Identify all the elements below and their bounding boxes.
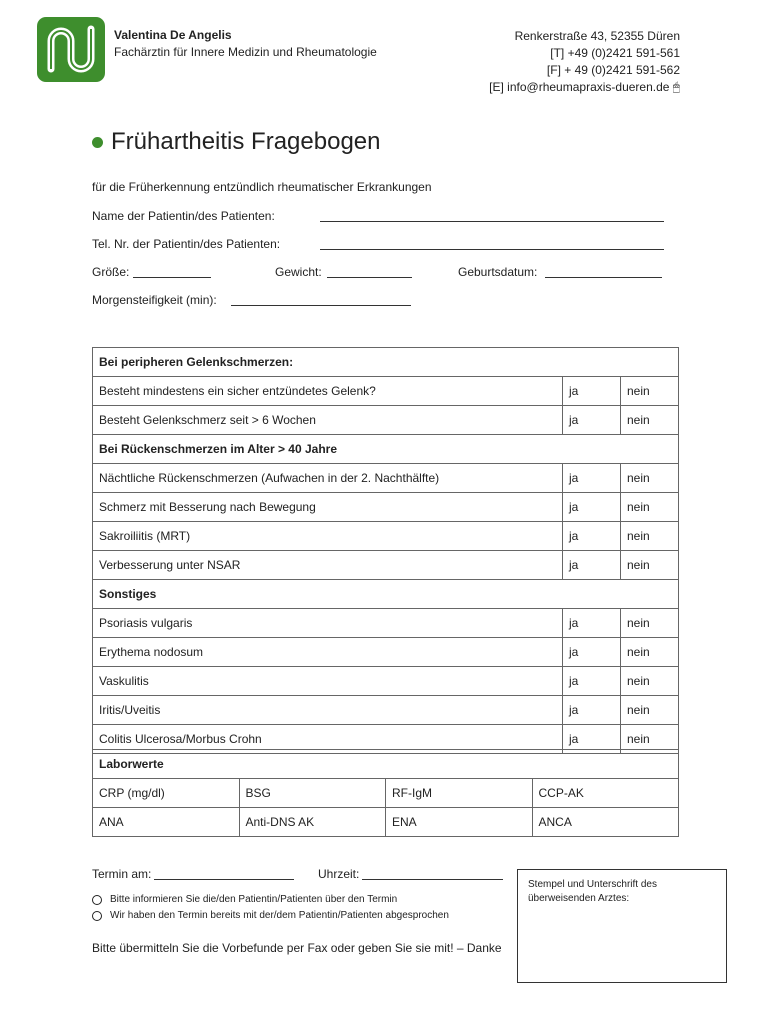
stamp-label: Stempel und Unterschrift des überweisenden Arztes: <box>528 879 657 904</box>
no-option[interactable]: nein <box>621 667 679 696</box>
lab-title: Laborwerte <box>93 750 679 779</box>
fax: [F] + 49 (0)2421 591-562 <box>546 63 680 77</box>
question-row <box>93 406 679 435</box>
question-text: Erythema nodosum <box>93 638 563 667</box>
page-title <box>92 128 380 156</box>
birthdate-label: Geburtsdatum: <box>458 265 538 279</box>
yes-option[interactable]: ja <box>563 609 621 638</box>
section-title: Sonstiges <box>93 580 679 609</box>
mouse-icon: 🖱 <box>672 80 680 94</box>
closing-note: Bitte übermitteln Sie die Vorbefunde per Fax oder geben Sie sie mit! – Danke <box>92 941 502 955</box>
no-option[interactable]: nein <box>621 696 679 725</box>
question-text: Sakroiliitis (MRT) <box>93 522 563 551</box>
no-option[interactable]: nein <box>621 406 679 435</box>
section-row <box>93 580 679 609</box>
patient-name-field[interactable] <box>320 221 664 222</box>
yes-option[interactable]: ja <box>563 522 621 551</box>
doctor-specialty: Fachärztin für Innere Medizin und Rheumatologie <box>114 45 377 59</box>
question-row <box>93 493 679 522</box>
doctor-name: Valentina De Angelis <box>114 28 232 42</box>
question-row <box>93 638 679 667</box>
question-text: Besteht mindestens ein sicher entzündetes Gelenk? <box>93 377 563 406</box>
phone: [T] +49 (0)2421 591-561 <box>550 46 680 60</box>
question-row <box>93 377 679 406</box>
option-label: Bitte informieren Sie die/den Patientin/Patienten über den Termin <box>110 894 398 905</box>
question-text: Besteht Gelenkschmerz seit > 6 Wochen <box>93 406 563 435</box>
address: Renkerstraße 43, 52355 Düren <box>514 29 680 43</box>
no-option[interactable]: nein <box>621 522 679 551</box>
weight-label: Gewicht: <box>275 265 322 279</box>
no-option[interactable]: nein <box>621 551 679 580</box>
yes-option[interactable]: ja <box>563 464 621 493</box>
question-text: Psoriasis vulgaris <box>93 609 563 638</box>
time-field[interactable] <box>362 879 503 880</box>
question-row <box>93 696 679 725</box>
title-bullet-icon <box>92 137 103 148</box>
yes-option[interactable]: ja <box>563 696 621 725</box>
lab-cell[interactable]: ANCA <box>532 808 679 837</box>
email <box>489 79 680 96</box>
section-row <box>93 750 679 779</box>
question-text: Colitis Ulcerosa/Morbus Crohn <box>93 725 563 754</box>
questionnaire-table <box>92 347 679 754</box>
question-row <box>93 667 679 696</box>
lab-cell[interactable]: CCP-AK <box>532 779 679 808</box>
contact-block <box>489 28 680 96</box>
height-field[interactable] <box>133 277 211 278</box>
option-already-arranged[interactable] <box>92 910 449 921</box>
birthdate-field[interactable] <box>545 277 662 278</box>
question-text: Nächtliche Rückenschmerzen (Aufwachen in der 2. Nachthälfte) <box>93 464 563 493</box>
appointment-label: Termin am: <box>92 867 152 881</box>
lab-cell[interactable]: ANA <box>93 808 240 837</box>
question-row <box>93 464 679 493</box>
radio-icon[interactable] <box>92 911 102 921</box>
lab-cell[interactable]: CRP (mg/dl) <box>93 779 240 808</box>
no-option[interactable]: nein <box>621 725 679 754</box>
weight-field[interactable] <box>327 277 412 278</box>
no-option[interactable]: nein <box>621 464 679 493</box>
section-row <box>93 348 679 377</box>
option-inform-patient[interactable] <box>92 894 397 905</box>
lab-cell[interactable]: Anti-DNS AK <box>239 808 386 837</box>
morning-stiffness-field[interactable] <box>231 305 411 306</box>
time-label: Uhrzeit: <box>318 867 360 881</box>
question-text: Iritis/Uveitis <box>93 696 563 725</box>
yes-option[interactable]: ja <box>563 377 621 406</box>
height-label: Größe: <box>92 265 130 279</box>
question-row <box>93 551 679 580</box>
lab-row <box>93 779 679 808</box>
question-row <box>93 609 679 638</box>
section-title: Bei peripheren Gelenkschmerzen: <box>93 348 679 377</box>
yes-option[interactable]: ja <box>563 493 621 522</box>
lab-cell[interactable]: BSG <box>239 779 386 808</box>
section-title: Bei Rückenschmerzen im Alter > 40 Jahre <box>93 435 679 464</box>
no-option[interactable]: nein <box>621 638 679 667</box>
lab-cell[interactable]: ENA <box>386 808 533 837</box>
title-text: Frühartheitis Fragebogen <box>111 128 381 155</box>
yes-option[interactable]: ja <box>563 551 621 580</box>
question-text: Schmerz mit Besserung nach Bewegung <box>93 493 563 522</box>
practice-logo <box>37 17 105 82</box>
morning-stiffness-label: Morgensteifigkeit (min): <box>92 293 217 307</box>
section-row <box>93 435 679 464</box>
lab-table <box>92 749 679 837</box>
lab-row <box>93 808 679 837</box>
question-text: Verbesserung unter NSAR <box>93 551 563 580</box>
radio-icon[interactable] <box>92 895 102 905</box>
yes-option[interactable]: ja <box>563 406 621 435</box>
no-option[interactable]: nein <box>621 609 679 638</box>
patient-phone-label: Tel. Nr. der Patientin/des Patienten: <box>92 237 281 251</box>
page-subtitle: für die Früherkennung entzündlich rheumatischer Erkrankungen <box>92 180 432 194</box>
question-text: Vaskulitis <box>93 667 563 696</box>
question-row <box>93 522 679 551</box>
email-text: [E] info@rheumapraxis-dueren.de <box>489 80 670 94</box>
appointment-field[interactable] <box>154 879 294 880</box>
stamp-box[interactable] <box>517 869 727 983</box>
patient-name-label: Name der Patientin/des Patienten: <box>92 209 275 223</box>
no-option[interactable]: nein <box>621 377 679 406</box>
option-label: Wir haben den Termin bereits mit der/dem Patientin/Patienten abgesprochen <box>110 910 449 921</box>
patient-phone-field[interactable] <box>320 249 664 250</box>
yes-option[interactable]: ja <box>563 667 621 696</box>
yes-option[interactable]: ja <box>563 638 621 667</box>
yes-option[interactable]: ja <box>563 725 621 754</box>
lab-cell[interactable]: RF-IgM <box>386 779 533 808</box>
no-option[interactable]: nein <box>621 493 679 522</box>
